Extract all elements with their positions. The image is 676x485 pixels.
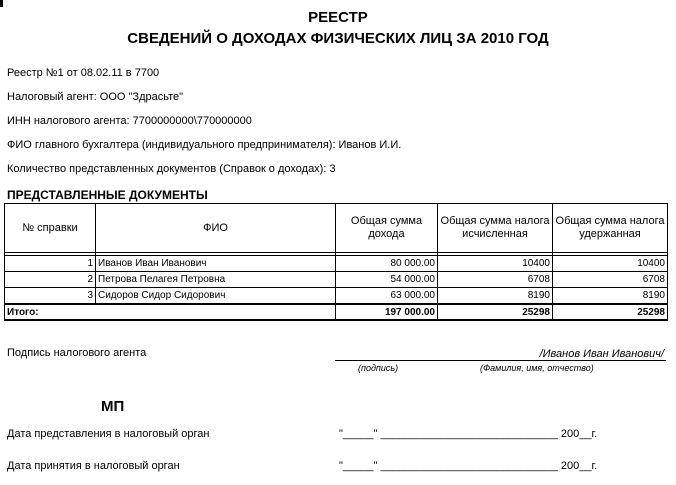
signatory-name: /Иванов Иван Иванович/ xyxy=(539,348,664,360)
income-amount: 80 000.00 xyxy=(336,256,438,272)
tax-calculated: 8190 xyxy=(438,288,553,305)
document-subtitle: СВЕДЕНИЙ О ДОХОДАХ ФИЗИЧЕСКИХ ЛИЦ ЗА 2010 ГОД xyxy=(127,30,549,47)
total-tax-calculated: 25298 xyxy=(438,304,553,320)
stamp-placeholder: МП xyxy=(101,398,125,415)
table-row xyxy=(5,272,668,288)
submission-date-label: Дата представления в налоговый орган xyxy=(7,428,210,440)
section-title: ПРЕДСТАВЛЕННЫЕ ДОКУМЕНТЫ xyxy=(7,188,208,202)
header-income: Общая сумма дохода xyxy=(336,204,438,253)
header-cert-number: № справки xyxy=(5,204,96,253)
tax-agent-inn: ИНН налогового агента: 7700000000\770000000 xyxy=(7,115,252,127)
total-row xyxy=(5,304,668,320)
person-name: Иванов Иван Иванович xyxy=(96,256,336,272)
documents-table xyxy=(4,203,668,321)
cert-number: 3 xyxy=(5,288,96,305)
tax-withheld: 6708 xyxy=(553,272,668,288)
header-tax-withheld: Общая сумма налога удержанная xyxy=(553,204,668,253)
tax-withheld: 10400 xyxy=(553,256,668,272)
corner-mark xyxy=(0,0,3,7)
table-header-row xyxy=(5,204,668,253)
signature-caption: (подпись) xyxy=(358,363,399,373)
cert-number: 1 xyxy=(5,256,96,272)
tax-agent: Налоговый агент: ООО "Здрасьте" xyxy=(7,91,184,103)
cert-number: 2 xyxy=(5,272,96,288)
table-row xyxy=(5,288,668,305)
signature-line xyxy=(335,360,666,361)
acceptance-date-label: Дата принятия в налоговый орган xyxy=(7,460,180,472)
tax-calculated: 6708 xyxy=(438,272,553,288)
table-row xyxy=(5,256,668,272)
header-name: ФИО xyxy=(96,204,336,253)
signature-label: Подпись налогового агента xyxy=(7,347,147,359)
registry-number: Реестр №1 от 08.02.11 в 7700 xyxy=(7,67,160,79)
person-name: Сидоров Сидор Сидорович xyxy=(96,288,336,305)
income-amount: 63 000.00 xyxy=(336,288,438,305)
document-title: РЕЕСТР xyxy=(308,9,368,26)
chief-accountant: ФИО главного бухгалтера (индивидуального предпринимателя): Иванов И.И. xyxy=(7,139,402,151)
total-income: 197 000.00 xyxy=(336,304,438,320)
person-name: Петрова Пелагея Петровна xyxy=(96,272,336,288)
total-tax-withheld: 25298 xyxy=(553,304,668,320)
name-caption: (Фамилия, имя, отчество) xyxy=(480,363,594,373)
submission-date-field: "_____" _____________________________ 200__г. xyxy=(339,428,598,440)
tax-withheld: 8190 xyxy=(553,288,668,305)
total-label: Итого: xyxy=(5,304,336,320)
income-amount: 54 000.00 xyxy=(336,272,438,288)
tax-calculated: 10400 xyxy=(438,256,553,272)
header-tax-calculated: Общая сумма налога исчисленная xyxy=(438,204,553,253)
documents-count: Количество представленных документов (Справок о доходах): 3 xyxy=(7,163,336,175)
acceptance-date-field: "_____" _____________________________ 200__г. xyxy=(339,460,598,472)
